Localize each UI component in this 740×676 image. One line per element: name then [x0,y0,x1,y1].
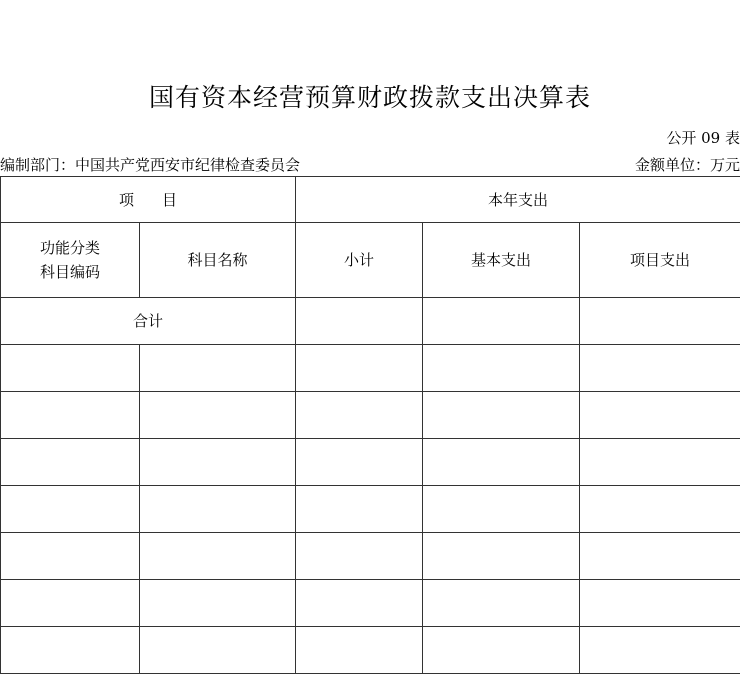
row-project-cell [580,627,740,674]
header-subject-name: 科目名称 [140,223,296,298]
table-row [1,533,740,580]
row-basic-cell [423,392,580,439]
row-code-cell [1,345,140,392]
row-name-cell [140,580,296,627]
total-project-cell [580,298,740,345]
budget-table [0,176,740,674]
header-row-1 [1,177,740,223]
row-code-cell [1,392,140,439]
header-subtotal: 小计 [296,223,423,298]
row-project-cell [580,439,740,486]
row-basic-cell [423,486,580,533]
header-project-expense: 项目支出 [580,223,740,298]
row-subtotal-cell [296,345,423,392]
row-project-cell [580,392,740,439]
table-row [1,627,740,674]
row-name-cell [140,439,296,486]
table-row [1,486,740,533]
row-project-cell [580,580,740,627]
row-name-cell [140,486,296,533]
row-name-cell [140,345,296,392]
amount-unit: 金额单位：万元 [634,156,740,174]
total-row [1,298,740,345]
total-label: 合计 [1,298,296,345]
row-basic-cell [423,533,580,580]
row-code-cell [1,627,140,674]
header-item-cell [1,177,296,223]
row-project-cell [580,345,740,392]
row-code-cell [1,439,140,486]
header-current-year: 本年支出 [296,177,740,223]
row-name-cell [140,533,296,580]
header-row-2 [1,223,740,298]
header-item-right: 目 [162,190,178,209]
row-name-cell [140,627,296,674]
compiling-department: 编制部门：中国共产党西安市纪律检查委员会 [0,156,301,174]
row-code-cell [1,533,140,580]
table-row [1,580,740,627]
form-number: 公开 09 表 [666,129,740,147]
table-row [1,345,740,392]
header-function-code [1,223,140,298]
row-subtotal-cell [296,392,423,439]
row-subtotal-cell [296,580,423,627]
row-name-cell [140,392,296,439]
row-subtotal-cell [296,533,423,580]
row-code-cell [1,486,140,533]
row-basic-cell [423,439,580,486]
table-row [1,392,740,439]
row-subtotal-cell [296,627,423,674]
table-row [1,439,740,486]
budget-table-container [0,176,740,674]
data-rows [1,345,740,674]
row-basic-cell [423,345,580,392]
row-project-cell [580,533,740,580]
row-subtotal-cell [296,439,423,486]
row-subtotal-cell [296,486,423,533]
header-function-code-line2: 科目编码 [39,263,100,281]
header-function-code-line1: 功能分类 [39,239,100,257]
row-basic-cell [423,580,580,627]
header-item-left: 项 [118,190,134,209]
row-code-cell [1,580,140,627]
total-subtotal-cell [296,298,423,345]
row-basic-cell [423,627,580,674]
row-project-cell [580,486,740,533]
header-basic-expense: 基本支出 [423,223,580,298]
page-title: 国有资本经营预算财政拨款支出决算表 [148,83,591,112]
total-basic-cell [423,298,580,345]
